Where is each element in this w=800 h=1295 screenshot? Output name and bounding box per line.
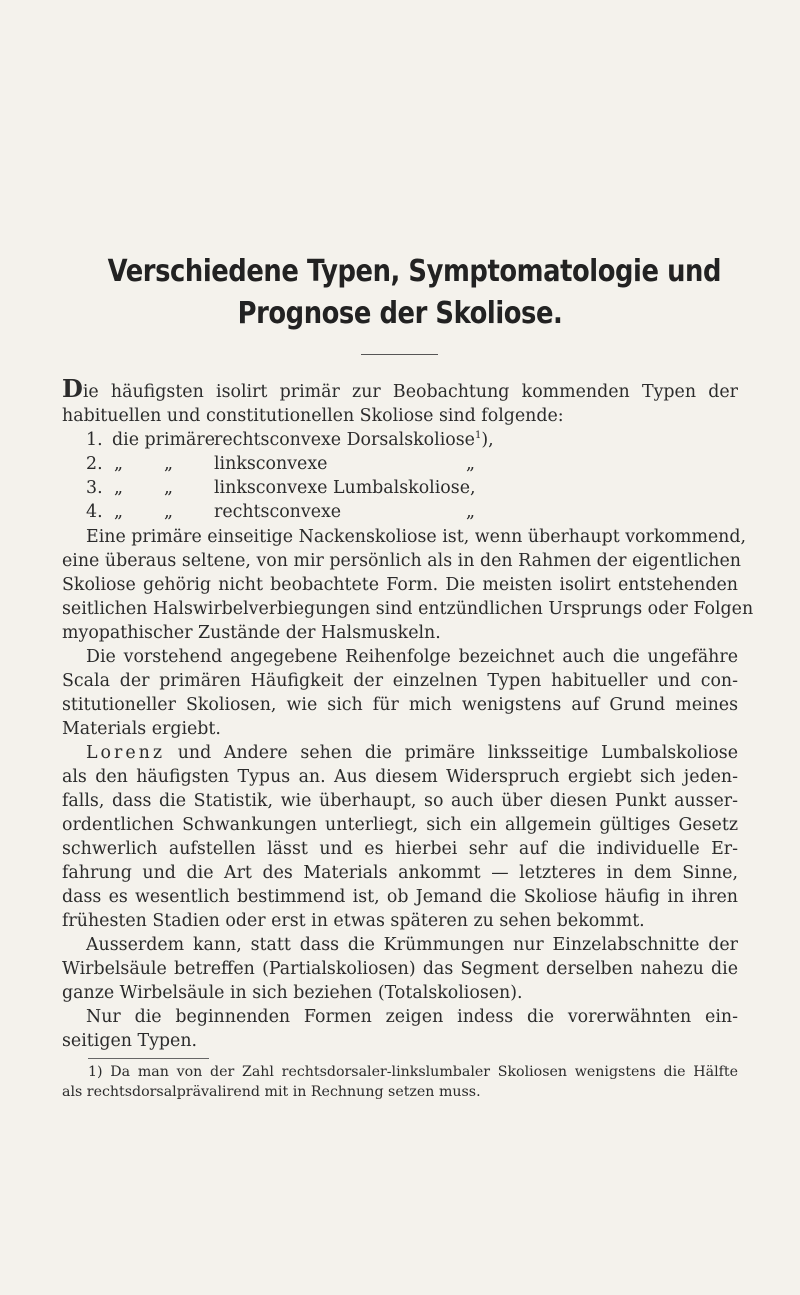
list-number: 1. [86, 430, 103, 450]
author-name: Lorenz [86, 743, 165, 763]
paragraph-line: Die vorstehend angegebene Reihenfolge bezeichnet auch die ungefähre [86, 647, 738, 667]
paragraph-line: ordentlichen Schwankungen unterliegt, sich ein allgemein gültiges Gesetz [62, 815, 738, 835]
ditto-mark: „ [164, 478, 174, 498]
paragraph-line: stitutioneller Skoliosen, wie sich für mich wenigstens auf Grund meines [62, 695, 738, 715]
ditto-mark: „ [114, 478, 124, 498]
paragraph-line: frühesten Stadien oder erst in etwas späteren zu sehen bekommt. [62, 911, 645, 931]
chapter-title-line-2: Prognose der Skoliose. [237, 296, 563, 331]
list-text: linksconvexe Lumbalskoliose, [214, 478, 476, 498]
paragraph-line: als den häufigsten Typus an. Aus diesem Widerspruch ergiebt sich jeden- [62, 767, 738, 787]
paragraph-line: fahrung und die Art des Materials ankommt — letzteres in dem Sinne, [62, 863, 738, 883]
paragraph-line: ganze Wirbelsäule in sich beziehen (Totalskoliosen). [62, 983, 523, 1003]
footnote-divider [88, 1058, 209, 1059]
list-text: die primäre [112, 430, 215, 450]
paragraph-line: Skoliose gehörig nicht beobachtete Form. Die meisten isolirt entstehenden [62, 575, 738, 595]
paragraph-line: Wirbelsäule betreffen (Partialskoliosen) das Segment derselben nahezu die [62, 959, 738, 979]
paragraph-line: Materials ergiebt. [62, 719, 221, 739]
paragraph-line: seitlichen Halswirbelverbiegungen sind entzündlichen Ursprungs oder Folgen [62, 599, 754, 619]
footnote-line: 1) Da man von der Zahl rechtsdorsaler-linkslumbaler Skoliosen wenigstens die Hälfte [88, 1064, 738, 1080]
paragraph-line: seitigen Typen. [62, 1031, 198, 1051]
paragraph-line: Scala der primären Häufigkeit der einzelnen Typen habitueller und con- [62, 671, 738, 691]
paragraph-line: eine überaus seltene, von mir persönlich als in den Rahmen der eigentlichen [62, 551, 741, 571]
list-text: linksconvexe [214, 454, 328, 474]
ditto-mark: „ [466, 502, 476, 522]
paragraph-line: dass es wesentlich bestimmend ist, ob Jemand die Skoliose häufig in ihren [62, 887, 738, 907]
footnote-marker: 1 [474, 430, 482, 441]
list-number: 3. [86, 478, 103, 498]
paragraph-line: Lorenz und Andere sehen die primäre linksseitige Lumbalskoliose [86, 743, 738, 763]
title-divider [361, 354, 438, 355]
footnote-line: als rechtsdorsalprävalirend mit in Rechnung setzen muss. [62, 1084, 481, 1100]
chapter-title-line-1: Verschiedene Typen, Symptomatologie und [107, 254, 721, 289]
ditto-mark: „ [114, 502, 124, 522]
intro-line-1 [62, 374, 738, 404]
list-number: 2. [86, 454, 103, 474]
paragraph-line: myopathischer Zustände der Halsmuskeln. [62, 623, 441, 643]
list-number: 4. [86, 502, 103, 522]
paragraph-line: Eine primäre einseitige Nackenskoliose ist, wenn überhaupt vorkommend, [86, 527, 746, 547]
paragraph-line: Nur die beginnenden Formen zeigen indess die vorerwähnten ein- [86, 1007, 738, 1027]
drop-cap: D [62, 374, 83, 403]
list-text: rechtsconvexe [214, 502, 342, 522]
ditto-mark: „ [164, 454, 174, 474]
intro-line-2: habituellen und constitutionellen Skoliose sind folgende: [62, 406, 564, 426]
paragraph-line: falls, dass die Statistik, wie überhaupt, so auch über diesen Punkt ausser- [62, 791, 738, 811]
list-text: rechtsconvexe Dorsalskoliose$^1$), [214, 430, 494, 450]
paragraph-line: schwerlich aufstellen lässt und es hierbei sehr auf die individuelle Er- [62, 839, 738, 859]
ditto-mark: „ [164, 502, 174, 522]
ditto-mark: „ [114, 454, 124, 474]
paragraph-line: Ausserdem kann, statt dass die Krümmungen nur Einzelabschnitte der [86, 935, 738, 955]
intro-line-1-text: ie häufigsten isolirt primär zur Beobachtung kommenden Typen der [82, 382, 738, 402]
ditto-mark: „ [466, 454, 476, 474]
